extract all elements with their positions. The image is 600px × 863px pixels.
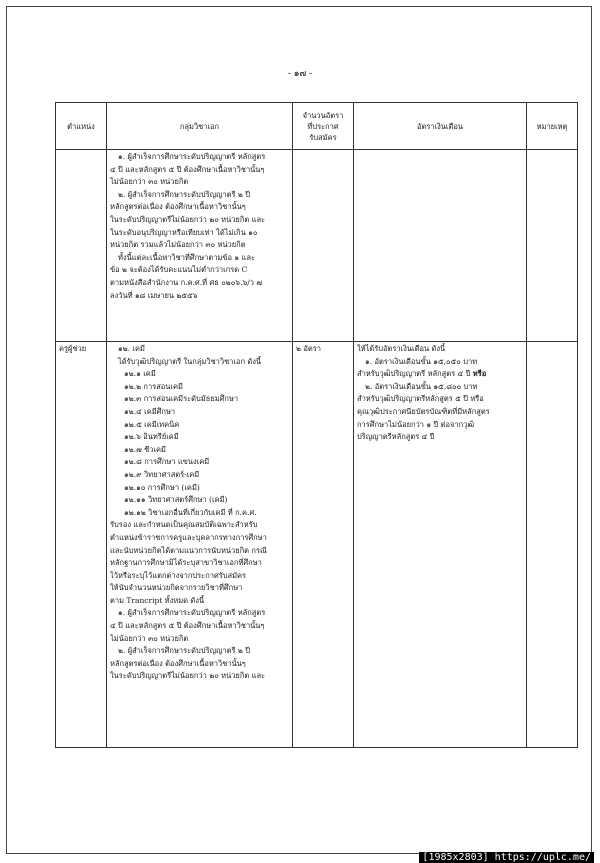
row1-major-line: หน่วยกิต รวมแล้วไม่น้อยกว่า ๓๐ หน่วยกิต — [110, 240, 246, 250]
major-item: ๑๒.๗ ชีวเคมี — [124, 444, 166, 454]
row2-position: ครูผู้ช่วย — [56, 342, 107, 748]
watermark: [1985x2803] https://uplc.me/ — [419, 852, 594, 863]
salary-line: ปริญญาตรีหลักสูตร ๔ ปี — [357, 432, 435, 442]
condition-line: ในระดับปริญญาตรีไม่น้อยกว่า ๒๐ หน่วยกิต และ — [110, 671, 266, 681]
major-item: ๑๒.๑ เคมี — [124, 369, 156, 379]
major-title: ๑๒. เคมี — [118, 344, 145, 353]
row1-position — [56, 150, 107, 342]
header-openings: จำนวนอัตรา ที่ประกาศ รับสมัคร — [293, 103, 354, 150]
header-position: ตำแหน่ง — [56, 103, 107, 150]
major-item: ๑๒.๒ การสอนเคมี — [124, 381, 183, 391]
salary-line: ๑. อัตราเงินเดือนขั้น ๑๕,๐๕๐ บาท — [365, 356, 478, 366]
header-salary: อัตราเงินเดือน — [354, 103, 527, 150]
salary-line: สำหรับวุฒิปริญญาตรีหลักสูตร ๕ ปี หรือ — [357, 394, 484, 404]
row2-openings — [293, 342, 354, 748]
major-note-line: รับรอง และกำหนดเป็นคุณสมบัติเฉพาะสำหรับ — [110, 520, 258, 530]
salary-line: คุณวุฒิประกาศนียบัตรบัณฑิตที่มีหลักสูตร — [357, 406, 490, 416]
condition-line: ไม่น้อยกว่า ๓๐ หน่วยกิต — [110, 633, 189, 643]
major-note-line: ไว้หรือระบุไว้แตกต่างจากประกาศรับสมัคร — [110, 570, 247, 580]
row1-major-line: ข้อ ๒ จะต้องได้รับคะแนนไม่ต่ำกว่าเกรด C — [110, 265, 248, 275]
row1-major-line: ลงวันที่ ๑๘ เมษายน ๒๕๕๖ — [110, 290, 198, 300]
page-number: - ๑๗ - — [287, 69, 313, 79]
row1-major — [107, 150, 293, 342]
major-note-line: หลักฐานการศึกษามิได้ระบุสาขาวิชาเอกที่ศึกษา — [110, 558, 262, 568]
major-note-line: ตาม Trancript ทั้งหมด ดังนี้ — [110, 595, 205, 605]
row2-salary — [354, 342, 527, 748]
row1-major-line: ๑. ผู้สำเร็จการศึกษาระดับปริญญาตรี หลักสูตร — [118, 152, 266, 161]
row1-major-line: ทั้งนี้แต่ละเนื้อหาวิชาที่ศึกษาตามข้อ ๑ และ — [118, 252, 255, 262]
salary-line-text: สำหรับวุฒิปริญญาตรี หลักสูตร ๔ ปี — [357, 369, 473, 379]
table-row — [56, 150, 578, 342]
major-note-line: และนับหน่วยกิตได้ตามแนวการนับหน่วยกิต กรณี — [110, 545, 267, 555]
major-item: ๑๒.๑๑ วิทยาศาสตร์ศึกษา (เคมี) — [124, 495, 228, 505]
condition-line: ๑. ผู้สำเร็จการศึกษาระดับปริญญาตรี หลักสูตร — [118, 608, 266, 618]
major-intro: ได้รับวุฒิปริญญาตรี ในกลุ่มวิชาวิชาเอก ดังนี้ — [118, 356, 262, 366]
salary-line — [357, 368, 523, 381]
row1-major-line: ๒. ผู้สำเร็จการศึกษาระดับปริญญาตรี ๒ ปี — [118, 189, 250, 199]
row2-major — [107, 342, 293, 748]
major-item: ๑๒.๘ การศึกษา แขนงเคมี — [124, 457, 210, 467]
table-header-row — [56, 103, 578, 150]
major-note-line: ตำแหน่งข้าราชการครูและบุคลากรทางการศึกษา — [110, 532, 267, 542]
condition-line: ๒. ผู้สำเร็จการศึกษาระดับปริญญาตรี ๒ ปี — [118, 646, 250, 656]
openings-count: ๒ อัตรา — [296, 344, 321, 353]
row1-major-line: ในระดับปริญญาตรีไม่น้อยกว่า ๒๐ หน่วยกิต และ — [110, 214, 266, 224]
major-item: ๑๒.๖ อินทรีย์เคมี — [124, 432, 179, 442]
table-row — [56, 342, 578, 748]
salary-intro: ให้ได้รับอัตราเงินเดือน ดังนี้ — [357, 344, 446, 353]
recruitment-table — [55, 102, 578, 748]
row1-major-line: ไม่น้อยกว่า ๓๐ หน่วยกิต — [110, 177, 189, 187]
major-item: ๑๒.๓ การสอนเคมีระดับมัธยมศึกษา — [124, 394, 239, 404]
row1-salary — [354, 150, 527, 342]
condition-line: หลักสูตรต่อเนื่อง ต้องศึกษาเนื้อหาวิชานั้นๆ — [110, 658, 246, 668]
major-item: ๑๒.๙ วิทยาศาสตร์-เคมี — [124, 469, 200, 479]
major-item: ๑๒.๔ เคมีศึกษา — [124, 406, 176, 416]
major-item: ๑๒.๑๒ วิชาเอกอื่นที่เกี่ยวกับเคมี ที่ ก.ค.ศ. — [124, 507, 257, 517]
header-remarks: หมายเหตุ — [527, 103, 578, 150]
row1-openings — [293, 150, 354, 342]
salary-line: ๒. อัตราเงินเดือนขั้น ๑๕,๘๐๐ บาท — [365, 381, 478, 391]
salary-or-bold: หรือ — [472, 369, 487, 379]
row2-remarks — [527, 342, 578, 748]
major-note-line: ให้นับจำนวนหน่วยกิตจากรายวิชาที่ศึกษา — [110, 583, 243, 593]
row1-remarks — [527, 150, 578, 342]
row1-major-line: หลักสูตรต่อเนื่อง ต้องศึกษาเนื้อหาวิชานั้นๆ — [110, 202, 246, 212]
row1-major-line: ตามหนังสือสำนักงาน ก.ค.ศ.ที่ ศธ ๐๒๐๖.๖/ว ๗ — [110, 277, 262, 287]
row1-major-line: ในระดับอนุปริญญาหรือเทียบเท่า ได้ไม่เกิน ๑๐ — [110, 227, 258, 237]
major-item: ๑๒.๕ เคมีเทคนิค — [124, 419, 180, 429]
major-item: ๑๒.๑๐ การศึกษา (เคมี) — [124, 482, 200, 492]
row1-major-line: ๔ ปี และหลักสูตร ๕ ปี ต้องศึกษาเนื้อหาวิชานั้นๆ — [110, 164, 265, 174]
condition-line: ๔ ปี และหลักสูตร ๕ ปี ต้องศึกษาเนื้อหาวิชานั้นๆ — [110, 621, 265, 631]
salary-line: การศึกษาไม่น้อยกว่า ๑ ปี ต่อจากวุฒิ — [357, 419, 475, 429]
header-major-group: กลุ่มวิชาเอก — [107, 103, 293, 150]
